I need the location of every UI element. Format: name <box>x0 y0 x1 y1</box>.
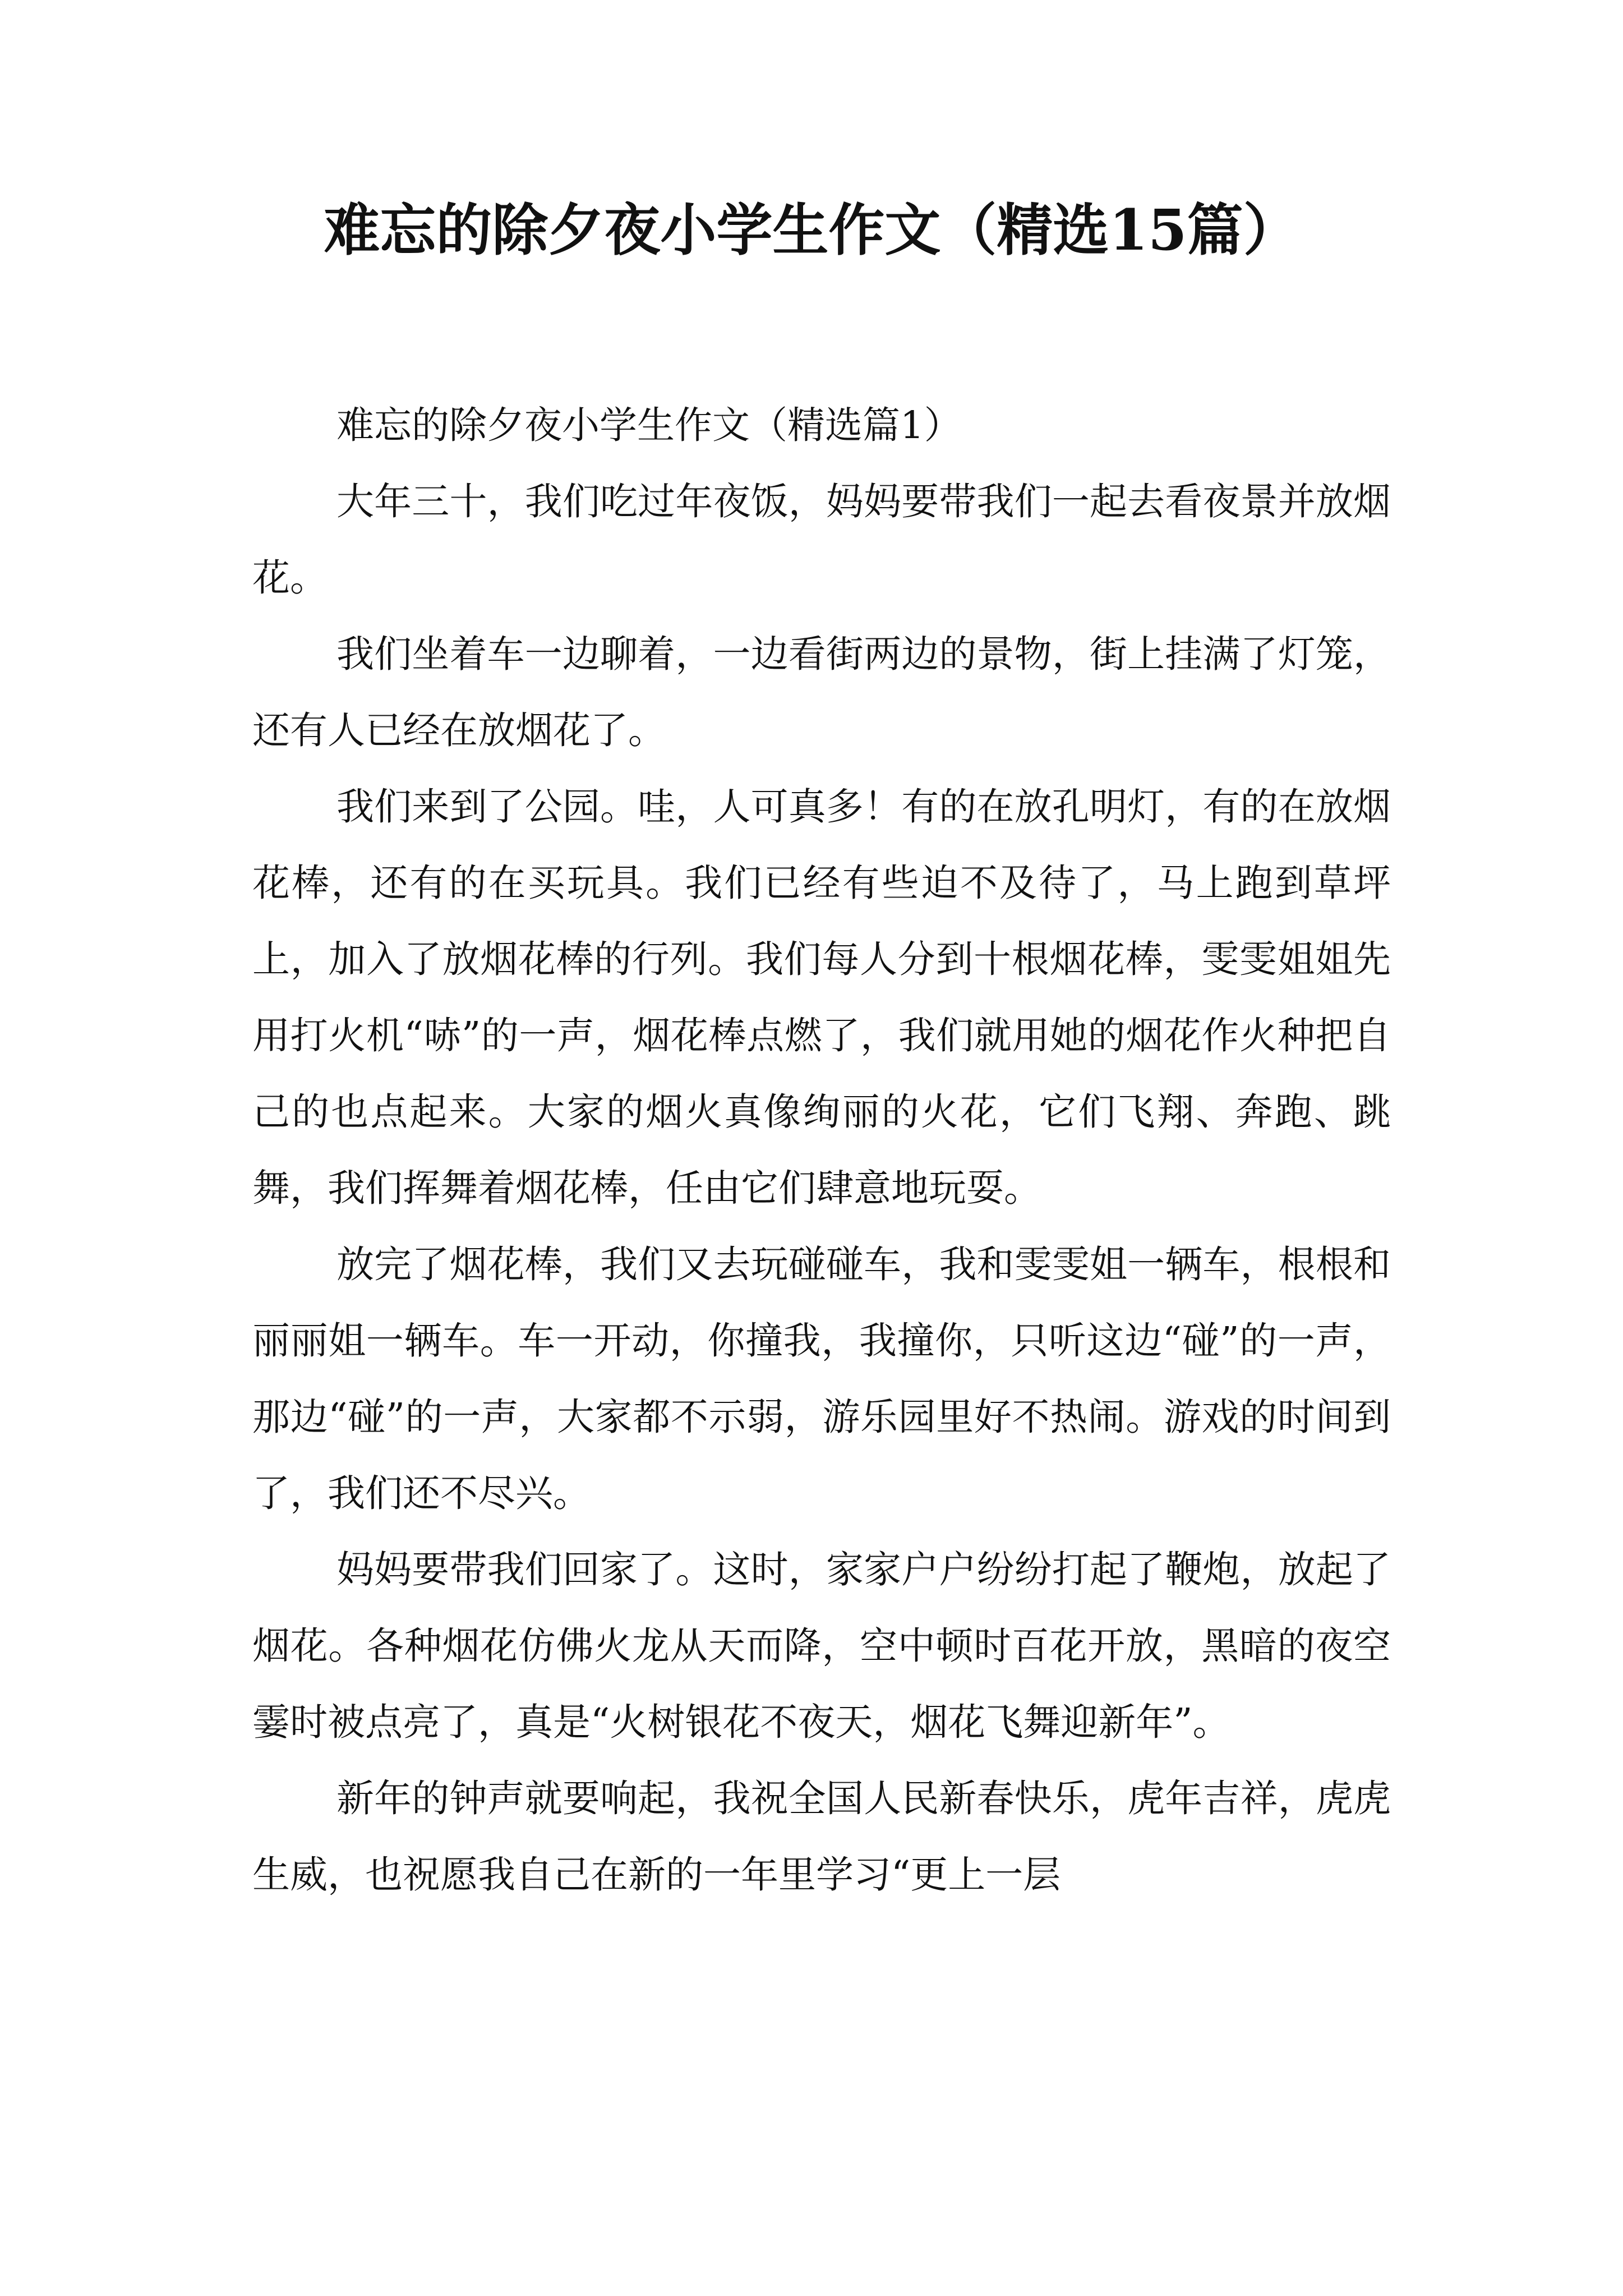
section-heading: 难忘的除夕夜小学生作文（精选篇1） <box>336 403 962 447</box>
paragraph: 新年的钟声就要响起，我祝全国人民新春快乐，虎年吉祥，虎虎生威，也祝愿我自己在新的一年里学习“更上一层 <box>252 1777 1391 1897</box>
paragraph: 大年三十，我们吃过年夜饭，妈妈要带我们一起去看夜景并放烟花。 <box>252 480 1391 600</box>
document-body <box>252 387 1391 1913</box>
paragraph: 妈妈要带我们回家了。这时，家家户户纷纷打起了鞭炮，放起了烟花。各种烟花仿佛火龙从天而降，空中顿时百花开放，黑暗的夜空霎时被点亮了，真是“火树银花不夜天，烟花飞舞迎新年”。 <box>252 1548 1391 1744</box>
paragraph: 放完了烟花棒，我们又去玩碰碰车，我和雯雯姐一辆车，根根和丽丽姐一辆车。车一开动，你撞我，我撞你，只听这边“碰”的一声，那边“碰”的一声，大家都不示弱，游乐园里好不热闹。游戏的时间到了，我们还不尽兴。 <box>252 1243 1391 1515</box>
paragraph: 我们坐着车一边聊着，一边看街两边的景物，街上挂满了灯笼，还有人已经在放烟花了。 <box>252 632 1391 752</box>
paragraph: 我们来到了公园。哇，人可真多！有的在放孔明灯，有的在放烟花棒，还有的在买玩具。我们已经有些迫不及待了，马上跑到草坪上，加入了放烟花棒的行列。我们每人分到十根烟花棒，雯雯姐姐先用打火机“哧”的一声，烟花棒点燃了，我们就用她的烟花作火种把自己的也点起来。大家的烟火真像绚丽的火花，它们飞翔、奔跑、跳舞，我们挥舞着烟花棒，任由它们肆意地玩耍。 <box>252 785 1391 1210</box>
document-title: 难忘的除夕夜小学生作文（精选15篇） <box>324 197 1299 263</box>
